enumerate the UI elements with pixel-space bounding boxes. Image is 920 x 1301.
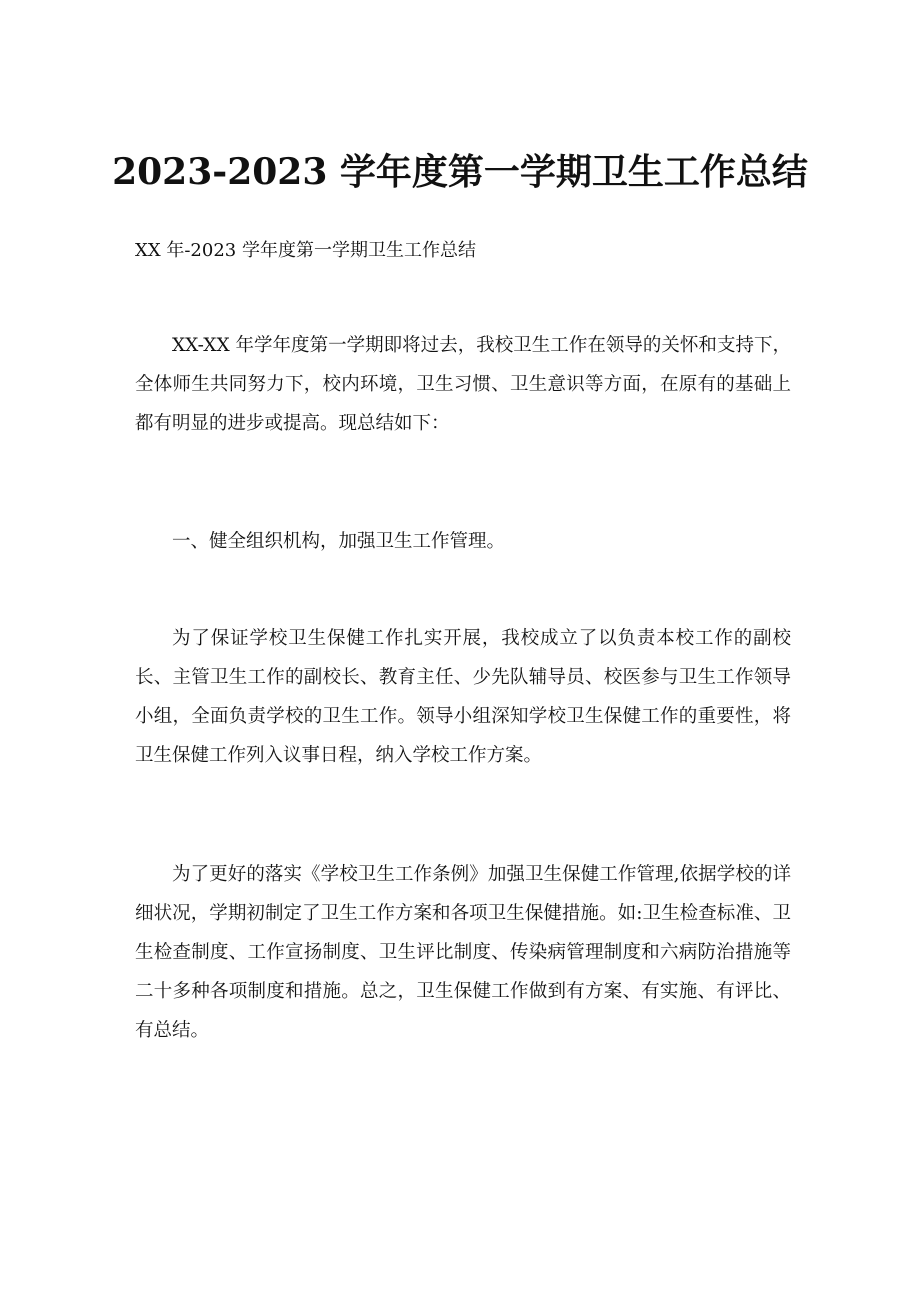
section-heading-1: 一、健全组织机构，加强卫生工作管理。 bbox=[172, 531, 506, 552]
paragraph-regulations: 为了更好的落实《学校卫生工作条例》加强卫生保健工作管理,依据学校的详细状况，学期初制定了卫生工作方案和各项卫生保健措施。如:卫生检查标准、卫生检查制度、工作宣扬制度、卫生评比制度、传染病管理制度和六病防治措施等二十多种各项制度和措施。总之，卫生保健工作做到有方案、有实施、有评比、有总结。 bbox=[135, 864, 791, 1041]
document-subtitle: XX 年-2023 学年度第一学期卫生工作总结 bbox=[135, 240, 476, 261]
document-title: 2023-2023 学年度第一学期卫生工作总结 bbox=[112, 151, 808, 193]
paragraph-intro: XX-XX 年学年度第一学期即将过去，我校卫生工作在领导的关怀和支持下，全体师生共同努力下，校内环境，卫生习惯、卫生意识等方面，在原有的基础上都有明显的进步或提高。现总结如下： bbox=[135, 335, 791, 434]
paragraph-organization: 为了保证学校卫生保健工作扎实开展，我校成立了以负责本校工作的副校长、主管卫生工作的副校长、教育主任、少先队辅导员、校医参与卫生工作领导小组，全面负责学校的卫生工作。领导小组深知学校卫生保健工作的重要性，将卫生保健工作列入议事日程，纳入学校工作方案。 bbox=[135, 628, 791, 766]
